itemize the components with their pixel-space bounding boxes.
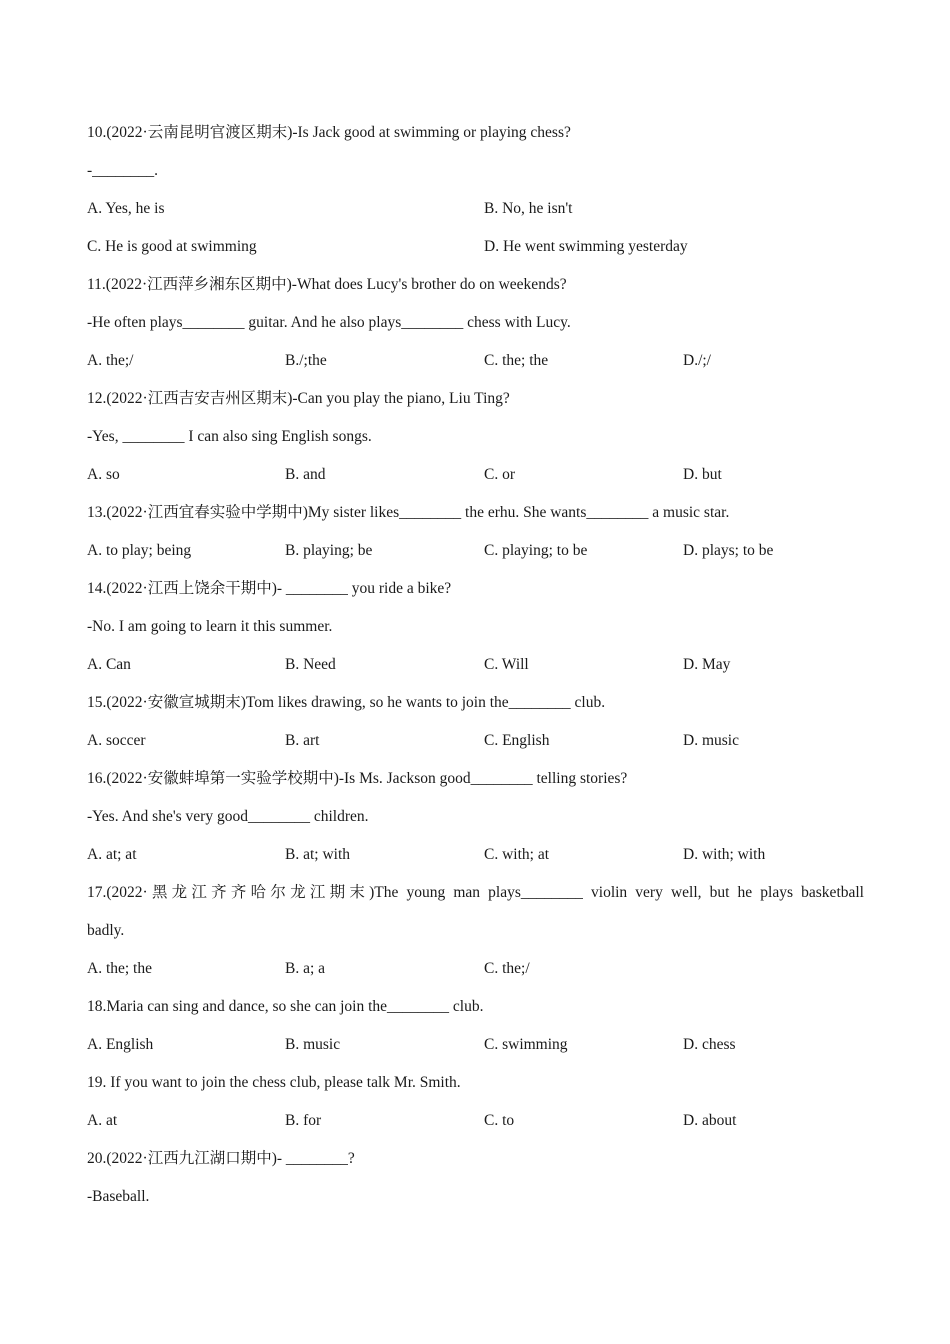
question-18-option-d: D. chess — [683, 1036, 736, 1053]
question-14-option-a: A. Can — [87, 656, 131, 673]
question-19-option-a: A. at — [87, 1112, 118, 1129]
question-19-option-c: C. to — [484, 1112, 515, 1129]
question-10-answer-line: -________. — [87, 162, 159, 179]
question-10-option-c: C. He is good at swimming — [87, 238, 257, 255]
question-12-option-d: D. but — [683, 466, 722, 483]
question-17-stem-continued: badly. — [87, 922, 125, 939]
question-13-stem: 13.(2022·江西宜春实验中学期中)My sister likes________ the erhu. She wants________ a music star. — [87, 504, 730, 521]
question-14-stem: 14.(2022·江西上饶余干期中)- ________ you ride a bike? — [87, 580, 452, 597]
question-11-option-b: B./;the — [285, 352, 327, 369]
question-13-option-a: A. to play; being — [87, 542, 192, 559]
question-16-line2: -Yes. And she's very good________ children. — [87, 808, 369, 825]
question-12-option-c: C. or — [484, 466, 515, 483]
question-14-option-b: B. Need — [285, 656, 336, 673]
question-15-option-d: D. music — [683, 732, 739, 749]
question-12-line2: -Yes, ________ I can also sing English songs. — [87, 428, 372, 445]
question-17-option-b: B. a; a — [285, 960, 326, 977]
question-20-stem: 20.(2022·江西九江湖口期中)- ________? — [87, 1150, 355, 1167]
question-14-line2: -No. I am going to learn it this summer. — [87, 618, 333, 635]
question-10-option-a: A. Yes, he is — [87, 200, 165, 217]
question-18-option-a: A. English — [87, 1036, 154, 1053]
question-17-stem: 17.(2022·黑龙江齐齐哈尔龙江期末)The young man plays________ violin very well, but he plays basketball — [87, 884, 864, 901]
question-11-option-a: A. the;/ — [87, 352, 134, 369]
question-11-option-d: D./;/ — [683, 352, 711, 369]
question-19-stem: 19. If you want to join the chess club, please talk Mr. Smith. — [87, 1074, 461, 1091]
question-17-option-a: A. the; the — [87, 960, 152, 977]
question-11-option-c: C. the; the — [484, 352, 549, 369]
question-15-option-c: C. English — [484, 732, 550, 749]
question-16-stem: 16.(2022·安徽蚌埠第一实验学校期中)-Is Ms. Jackson good________ telling stories? — [87, 770, 628, 787]
question-11-stem: 11.(2022·江西萍乡湘东区期中)-What does Lucy's brother do on weekends? — [87, 276, 567, 293]
question-19-option-b: B. for — [285, 1112, 322, 1129]
question-13-option-d: D. plays; to be — [683, 542, 774, 559]
question-16-option-c: C. with; at — [484, 846, 550, 863]
question-15-option-a: A. soccer — [87, 732, 146, 749]
question-18-option-b: B. music — [285, 1036, 341, 1053]
question-10-option-d: D. He went swimming yesterday — [484, 238, 688, 255]
question-18-stem: 18.Maria can sing and dance, so she can join the________ club. — [87, 998, 484, 1015]
question-13-option-b: B. playing; be — [285, 542, 373, 559]
question-17-option-c: C. the;/ — [484, 960, 530, 977]
question-16-option-a: A. at; at — [87, 846, 137, 863]
question-16-option-d: D. with; with — [683, 846, 766, 863]
question-15-stem: 15.(2022·安徽宣城期末)Tom likes drawing, so he wants to join the________ club. — [87, 694, 606, 711]
question-15-option-b: B. art — [285, 732, 320, 749]
question-12-option-b: B. and — [285, 466, 326, 483]
question-12-option-a: A. so — [87, 466, 120, 483]
question-19-option-d: D. about — [683, 1112, 737, 1129]
question-10-stem: 10.(2022·云南昆明官渡区期末)-Is Jack good at swimming or playing chess? — [87, 124, 571, 141]
question-11-line2: -He often plays________ guitar. And he also plays________ chess with Lucy. — [87, 314, 571, 331]
question-14-option-c: C. Will — [484, 656, 529, 673]
question-13-option-c: C. playing; to be — [484, 542, 588, 559]
question-14-option-d: D. May — [683, 656, 731, 673]
question-18-option-c: C. swimming — [484, 1036, 568, 1053]
question-20-line2: -Baseball. — [87, 1188, 150, 1205]
question-16-option-b: B. at; with — [285, 846, 351, 863]
question-10-option-b: B. No, he isn't — [484, 200, 573, 217]
question-12-stem: 12.(2022·江西吉安吉州区期末)-Can you play the piano, Liu Ting? — [87, 390, 510, 407]
